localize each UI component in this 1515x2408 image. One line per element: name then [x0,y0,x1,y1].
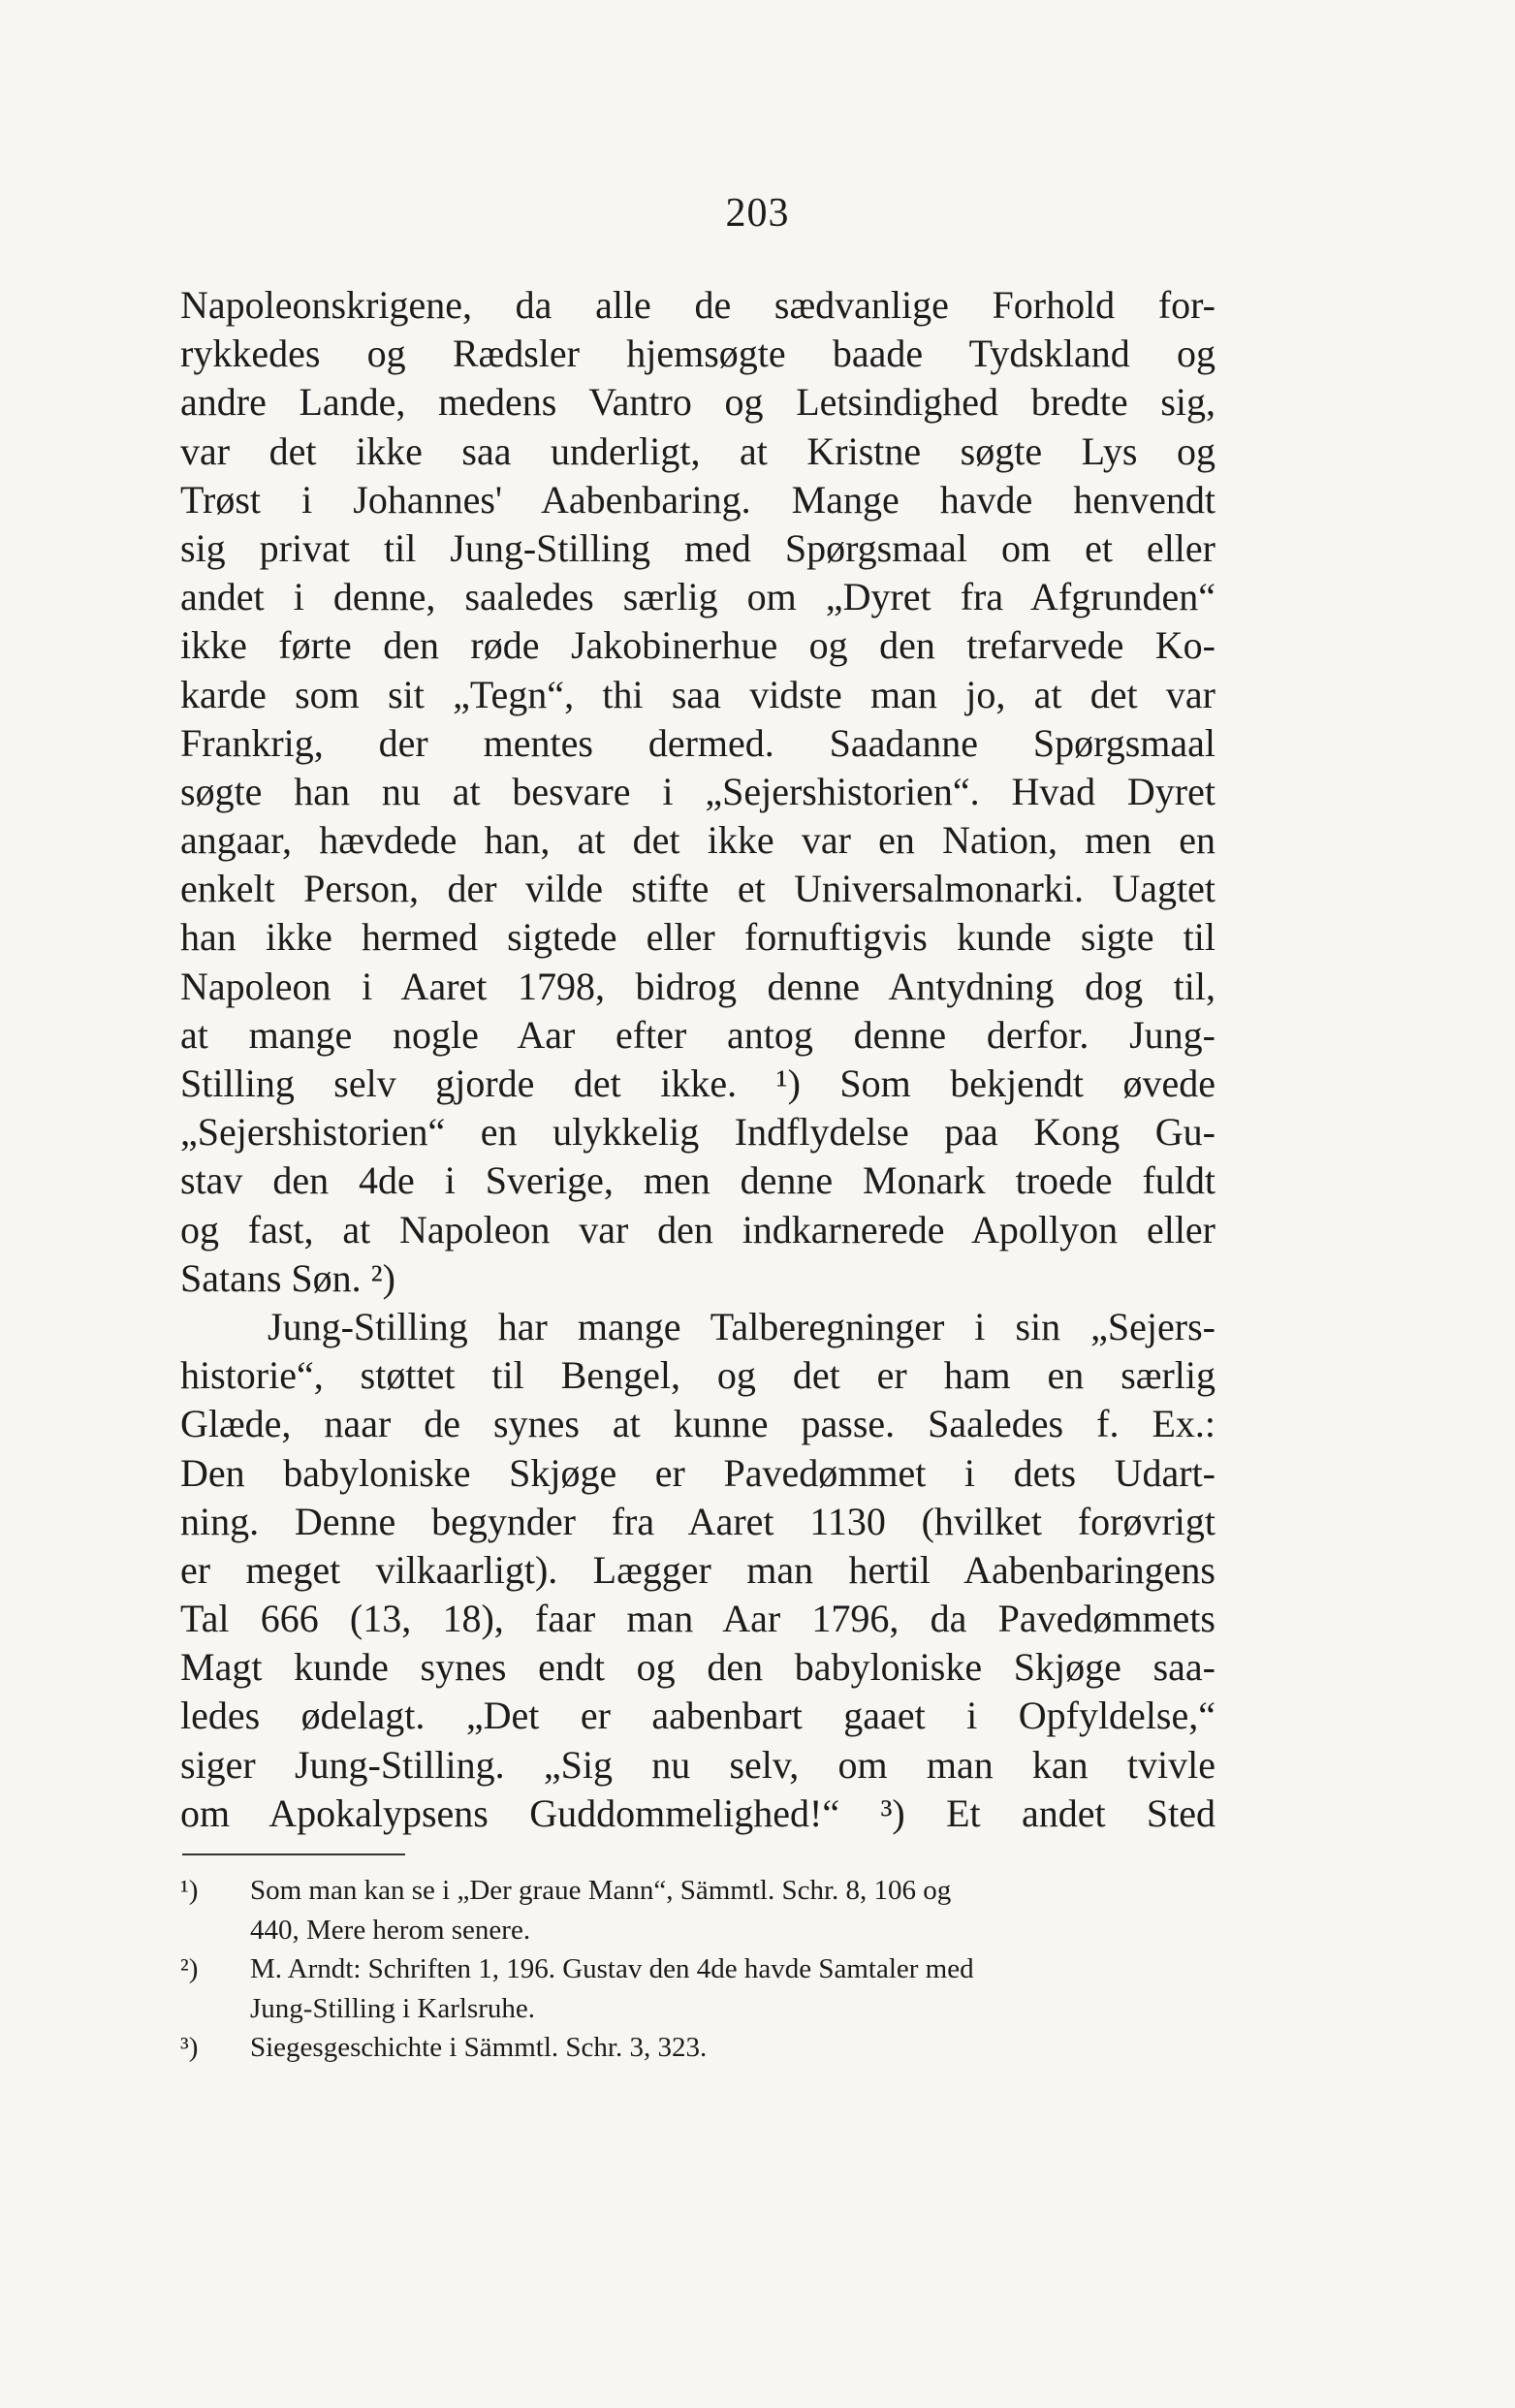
footnote-marker: ³) [180,2032,199,2063]
text-line: Magt kunde synes endt og den babyloniske Skjøge saa- [180,1645,1215,1690]
text-line: Napoleonskrigene, da alle de sædvanlige Forhold for- [180,283,1215,327]
text-line: sig privat til Jung-Stilling med Spørgsmaal om et eller [180,525,1215,570]
text-line: siger Jung-Stilling. „Sig nu selv, om man kan tvivle [180,1742,1215,1787]
text-line: andre Lande, medens Vantro og Letsindighed bredte sig, [180,380,1215,425]
text-line: at mange nogle Aar efter antog denne derfor. Jung- [180,1012,1215,1057]
text-line: angaar, hævdede han, at det ikke var en Nation, men en [180,818,1215,863]
text-line: Jung-Stilling har mange Talberegninger i sin „Sejers- [268,1304,1215,1348]
footnote-marker: ²) [180,1953,199,1984]
text-line: Stilling selv gjorde det ikke. ¹) Som bekjendt øvede [180,1061,1215,1105]
footnote-2 [180,1949,1215,1989]
body-text [180,281,1215,1838]
text-line: søgte han nu at besvare i „Sejershistorien“. Hvad Dyret [180,769,1215,813]
text-line: og fast, at Napoleon var den indkarnerede Apollyon eller [180,1207,1215,1252]
footnote-1-continuation: 440, Mere herom senere. [250,1914,531,1946]
text-line: Tal 666 (13, 18), faar man Aar 1796, da Pavedømmets [180,1597,1215,1641]
text-line: er meget vilkaarligt). Lægger man hertil Aabenbaringens [180,1547,1215,1592]
text-line: Glæde, naar de synes at kunne passe. Saaledes f. Ex.: [180,1402,1215,1446]
text-line: „Sejershistorien“ en ulykkelig Indflydelse paa Kong Gu- [180,1110,1215,1155]
text-line: karde som sit „Tegn“, thi saa vidste man jo, at det var [180,672,1215,716]
footnote-text: Som man kan se i „Der graue Mann“, Sämmtl. Schr. 8, 106 og [250,1875,952,1906]
text-line: Den babyloniske Skjøge er Pavedømmet i dets Udart- [180,1450,1215,1495]
footnotes [180,1871,1215,2068]
text-line: Trøst i Johannes' Aabenbaring. Mange havde henvendt [180,477,1215,522]
text-line: rykkedes og Rædsler hjemsøgte baade Tydskland og [180,332,1215,376]
text-line: om Apokalypsens Guddommelighed!“ ³) Et andet Sted [180,1790,1215,1835]
footnote-marker: ¹) [180,1875,199,1906]
text-line: enkelt Person, der vilde stifte et Universalmonarki. Uagtet [180,867,1215,911]
text-line: andet i denne, saaledes særlig om „Dyret fra Afgrunden“ [180,575,1215,619]
footnote-divider [182,1854,405,1855]
text-line: var det ikke saa underligt, at Kristne søgte Lys og [180,428,1215,473]
text-line: Frankrig, der mentes dermed. Saadanne Spørgsmaal [180,720,1215,765]
footnote-2-continuation: Jung-Stilling i Karlsruhe. [250,1992,536,2024]
text-line: han ikke hermed sigtede eller fornuftigvis kunde sigte til [180,915,1215,960]
footnote-1 [180,1871,1215,1911]
text-line: ning. Denne begynder fra Aaret 1130 (hvilket forøvrigt [180,1499,1215,1543]
text-line: ikke førte den røde Jakobinerhue og den trefarvede Ko- [180,623,1215,668]
text-line: ledes ødelagt. „Det er aabenbart gaaet i Opfyldelse,“ [180,1694,1215,1738]
text-line: Napoleon i Aaret 1798, bidrog denne Antydning dog til, [180,964,1215,1008]
footnote-text: Siegesgeschichte i Sämmtl. Schr. 3, 323. [250,2032,708,2063]
text-line: Satans Søn. ²) [180,1255,395,1300]
footnote-3 [180,2028,1215,2068]
page-number: 203 [725,191,790,236]
text-line: historie“, støttet til Bengel, og det er ham en særlig [180,1353,1215,1398]
footnote-text: M. Arndt: Schriften 1, 196. Gustav den 4de havde Samtaler med [250,1953,974,1984]
text-line: stav den 4de i Sverige, men denne Monark troede fuldt [180,1158,1215,1203]
